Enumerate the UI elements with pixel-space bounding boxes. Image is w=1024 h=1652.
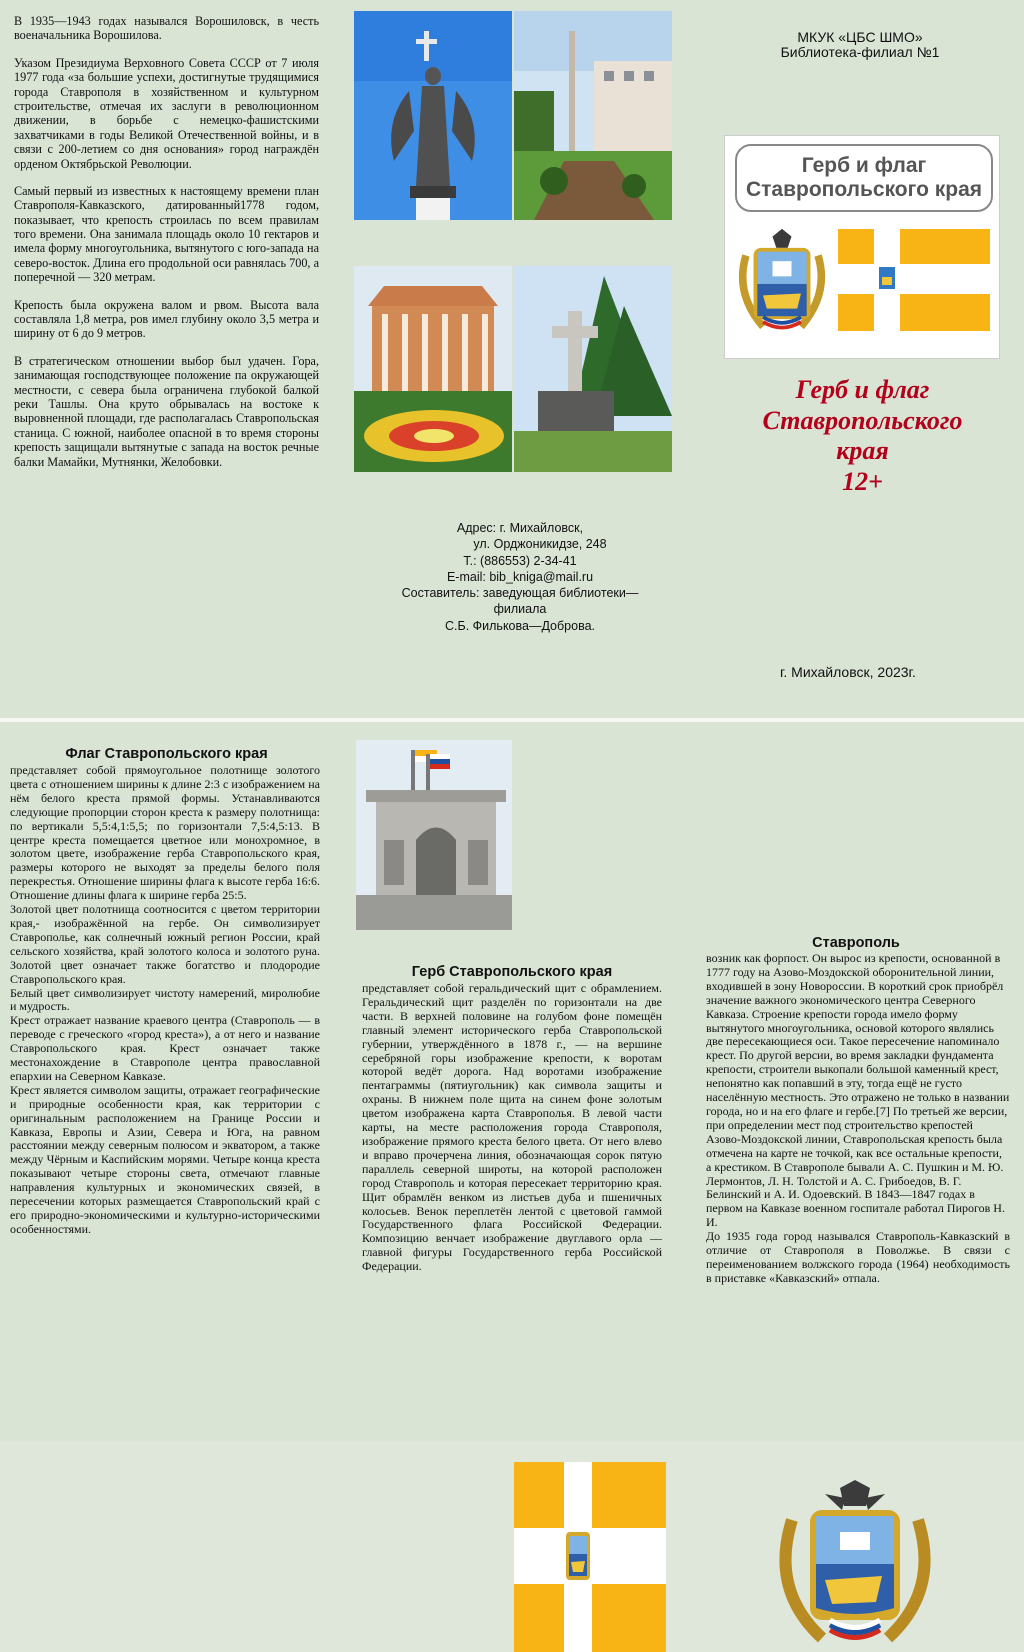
branch-line: Библиотека-филиал №1	[780, 43, 940, 60]
library-address-block	[360, 520, 680, 634]
flag-large-image	[514, 1462, 666, 1652]
history-paragraph: В 1935—1943 годах назывался Ворошиловск, в честь военачальника Ворошилова.	[14, 14, 319, 43]
flag-small-image	[838, 229, 990, 331]
city-alley-photo	[514, 11, 672, 220]
flag-paragraph: Крест является символом защиты, отражает географические и природные особенности края, как территории с оригинальным расположением на Границе России и Кавказа, Европы и Азии, Севера и Юга, на равном расстоянии между северным полюсом и экватором, а также между Чёрным и Каспийским морями. Четыре конца креста показывают четыре стороны света, отмечают главные направления культурных и экономических связей, в пересечении которых размещается Ставропольский край с его природно-экономическими и культурно-историческими особенностями.	[10, 1082, 320, 1236]
history-paragraph: Указом Президиума Верховного Совета СССР от 7 июля 1977 года «за большие успехи, достигнутые трудящимися города Ставрополя в хозяйственном и культурном строительстве, отмечая их заслуги в революционном движении, в борьбе с немецко-фашистскими захватчиками в годы Великой Отечественной войны, и в связи с 200-летием со дня основания» город награждён орденом Октябрьской Революции.	[14, 55, 319, 171]
theater-building-photo	[354, 266, 512, 472]
place-and-year: г. Михайловск, 2023г.	[780, 664, 916, 680]
title-line: Герб и флаг	[795, 375, 930, 404]
flag-section-text	[10, 764, 320, 1237]
address-city: Адрес: г. Михайловск,	[456, 521, 584, 535]
compiler-label-cont: филиала	[493, 602, 547, 617]
city-paragraph: До 1935 года город назывался Ставрополь-Кавказский в отличие от Ставрополя в Поволжье. В связи с переименованием волжского города (1964) необходимость в приставке «Кавказский» отпала.	[706, 1229, 1010, 1285]
flag-paragraph: Крест отражает название краевого центра (Ставрополь — в переводе с греческого «город креста»), а от него и название Ставропольского края. Крест означает также местонахождение в Ставрополе центра православной епархии на Северном Кавказе.	[10, 1013, 320, 1083]
organization-name	[720, 30, 1000, 59]
flag-paragraph: Белый цвет символизирует чистоту намерений, миролюбие и мудрость.	[10, 985, 320, 1014]
banner-title-line: Герб и флаг	[801, 153, 927, 177]
brochure-title	[720, 375, 1005, 498]
brochure-inner-page	[0, 722, 1024, 1441]
city-section-text	[706, 952, 1010, 1286]
city-section-heading: Ставрополь	[812, 935, 900, 951]
flag-section-heading: Флаг Ставропольского края	[65, 746, 268, 762]
history-paragraph: Крепость была окружена валом и рвом. Высота вала составляла 1,8 метра, ров имел глубину около 3,5 метра и ширину от 6 до 9 метров.	[14, 297, 319, 341]
cross-monument-photo	[514, 266, 672, 472]
triumphal-arch-photo	[356, 740, 512, 930]
flag-paragraph: Золотой цвет полотнища соотносится с цветом территории края,- изображённой на гербе. Он символизирует Ставрополье, как солнечный южный регион России, край сельского хозяйства, край золотого колоса и золотого руна. Золотой цвет означает также богатство и плодородие Ставропольского края.	[10, 902, 320, 986]
history-column	[14, 14, 319, 482]
title-line: края	[836, 436, 889, 466]
coat-section-text	[362, 982, 662, 1274]
city-paragraph: возник как форпост. Он вырос из крепости, основанной в 1777 году на Азово-Моздокской оборонительной линии, входившей в зону Новороссии. В короткий срок приобрёл значение важного экономического центра Северного Кавказа. Строение крепости города имело форму вытянутого многоугольника, основой которого являлись две пересекающиеся оси. Такое пересечение напоминало крест. По другой версии, во время закладки фундамента крепости, строители выкопали большой каменный крест, непонятно как попавший в эту, тогда ещё не густо населённую местность. Это отражено не только в названии города, но и на его флаге и гербе.[7] По третьей же версии, при определении мест под строительство крепостей Азово-Моздокской линии, Ставропольская крепость была отмечена на карте не точкой, как все остальные крепости, а крестиком. В Ставрополе бывали А. С. Пушкин и М. Ю. Лермонтов, Л. Н. Толстой и А. С. Грибоедов, В. Г. Белинский и А. И. Одоевский. В 1843—1847 годах в первом на Кавказе военном госпитале работал Пирогов Н. И.	[706, 951, 1010, 1230]
compiler-name: С.Б. Филькова—Доброва.	[445, 618, 595, 633]
banner-title-line: Ставропольского края	[745, 178, 983, 201]
brochure-front-page	[0, 0, 1024, 718]
address-street: ул. Орджоникидзе, 248	[473, 537, 607, 552]
title-line: Ставропольского	[762, 405, 963, 435]
history-paragraph: В стратегическом отношении выбор был удачен. Гора, занимающая господствующее положение па окружающей местности, с севера была ограничена глубокой балкой реки Ташлы. Она круто обрывалась на востоке к выровненной площади, где располагалась Ставропольская станица. С южной, наиболее опасной в то время стороны крепость защищали вытянутые с запада на восток речные балки Мамайки, Мутнянки, Желобовки.	[14, 353, 319, 469]
compiler-label: Составитель: заведующая библиотеки—	[401, 586, 639, 600]
phone: Т.: (886553) 2-34-41	[463, 553, 577, 568]
coat-of-arms-large-image	[770, 1480, 940, 1650]
age-rating: 12+	[842, 467, 883, 497]
organization-line: МКУК «ЦБС ШМО»	[797, 29, 923, 45]
coat-of-arms-small-image	[734, 227, 830, 339]
history-paragraph: Самый первый из известных к настоящему времени план Ставрополя-Кавказского, датированный1778 годом, показывает, что крепость строилась по всем правилам того времени. Она занимала площадь около 10 гектаров и имела форму многоугольника, вытянутого с юго-запада на северо-восток. Длина его продольной оси равнялась 700, а поперечной — 320 метрам.	[14, 183, 319, 285]
coat-paragraph: представляет собой геральдический щит с обрамлением. Геральдический щит разделён по горизонтали на две части. В верхней половине на голубом фоне помещён главный элемент исторического герба Ставропольской губернии, утверждённого в 1878 г., — на вершине серебряной горы изображение крепости, к воротам которой ведёт дорога. Над воротами изображение пентаграммы (пятиугольник) как символа защиты и охраны. В нижнем поле щита на синем фоне золотым цветом изображена карта Ставрополья. В левой части карты, на месте расположения города Ставрополя, изображение прямого креста белого цвета. От него влево и вправо прочерчена линия, обозначающая сорок пятую параллель северной широты, на которой расположен город Ставрополь и которая пересекает территорию края. Щит обрамлён венком из листьев дуба и пшеничных колосьев. Венок переплетён лентой с цветовой гаммой Государственного флага Российской Федерации. Композицию венчает изображение двуглавого орла — главной фигуры Государственного герба Российской Федерации.	[362, 981, 662, 1274]
angel-monument-photo	[354, 11, 512, 220]
email: E-mail: bib_kniga@mail.ru	[446, 569, 594, 584]
banner-title-frame	[735, 144, 993, 212]
flag-paragraph: представляет собой прямоугольное полотнище золотого цвета с отношением ширины к длине 2:3 с изображением на нём белого креста прямой формы. Устанавливаются следующие пропорции сторон креста к размеру полотнища: по вертикали 5,5:4,1:5,5; по горизонтали 7,5:4,5:13. В центре креста помещается цветное или монохромное, в золотом цвете, изображение герба Ставропольского края, размеры которого не выходят за пределы белого поля перекрестья. Отношение ширины флага к высоте герба 16:6. Отношение длины флага к ширине герба 25:5.	[10, 763, 320, 903]
coat-section-heading: Герб Ставропольского края	[411, 964, 613, 980]
